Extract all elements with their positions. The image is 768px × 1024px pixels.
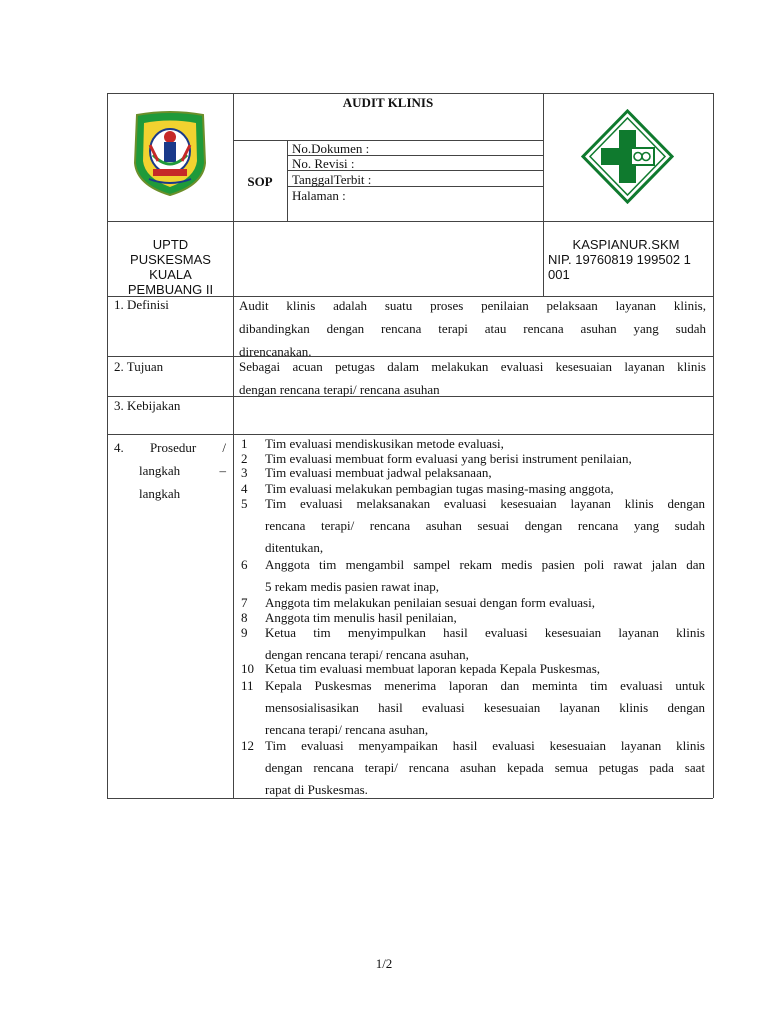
step-text: dengan rencana terapi/ rencana asuhan kepada semua petugas pada saat [265, 760, 705, 775]
org-line: PUSKESMAS [130, 252, 211, 267]
tujuan-line: dengan rencana terapi/ rencana asuhan [239, 382, 440, 397]
sop-label: SOP [247, 174, 273, 189]
table-border-kebijakan-bottom [107, 434, 713, 435]
step-number: 2 [241, 451, 248, 466]
step-number: 1 [241, 436, 248, 451]
step-text: Tim evaluasi menyampaikan hasil evaluasi kesesuaian layanan klinis [265, 738, 705, 753]
step-text: rencana terapi/ rencana asuhan, [265, 722, 429, 737]
step-number: 11 [241, 678, 254, 693]
tujuan-line: Sebagai acuan petugas dalam melakukan evaluasi kesesuaian layanan klinis [239, 359, 706, 374]
sop-divider [287, 140, 288, 221]
regional-emblem-logo [131, 111, 209, 197]
signer-name: KASPIANUR.SKM [572, 237, 680, 252]
step-text: Tim evaluasi melakukan pembagian tugas masing-masing anggota, [265, 481, 614, 496]
definisi-line: dibandingkan dengan rencana terapi atau rencana asuhan yang sudah [239, 321, 706, 336]
step-text: 5 rekam medis pasien rawat inap, [265, 579, 439, 594]
signer-nip: NIP. 19760819 199502 1 [548, 252, 691, 267]
step-number: 12 [241, 738, 254, 753]
table-border-right [713, 93, 714, 798]
field-halaman: Halaman : [292, 188, 346, 203]
table-border-bottom [107, 798, 713, 799]
prosedur-label-line: 4. Prosedur / [114, 440, 226, 455]
step-text: dengan rencana terapi/ rencana asuhan, [265, 647, 469, 662]
step-number: 10 [241, 661, 254, 676]
signer-block [548, 237, 704, 282]
step-number: 9 [241, 625, 248, 640]
tujuan-text [239, 355, 706, 401]
org-line: UPTD [152, 237, 189, 252]
section-label-tujuan: 2. Tujuan [114, 359, 164, 374]
step-number: 7 [241, 595, 248, 610]
step-text: Anggota tim melakukan penilaian sesuai dengan form evaluasi, [265, 595, 595, 610]
column-divider-right [543, 93, 544, 296]
section-label-prosedur [114, 436, 226, 505]
column-divider-left [233, 93, 234, 798]
step-text: Tim evaluasi melaksanakan evaluasi kesesuaian layanan klinis dengan [265, 496, 705, 511]
prosedur-label-line: langkah – [139, 463, 226, 478]
field-no-dokumen: No.Dokumen : [292, 141, 370, 156]
step-text: ditentukan, [265, 540, 324, 555]
step-number: 8 [241, 610, 248, 625]
step-text: Kepala Puskesmas menerima laporan dan meminta tim evaluasi untuk [265, 678, 705, 693]
step-number: 6 [241, 557, 248, 572]
step-text: Tim evaluasi membuat form evaluasi yang berisi instrument penilaian, [265, 451, 632, 466]
definisi-text [239, 294, 706, 363]
section-label-definisi: 1. Definisi [114, 297, 169, 312]
signer-nip-cont: 001 [548, 267, 570, 282]
step-text: mensosialisasikan hasil evaluasi kesesuaian layanan klinis dengan [265, 700, 705, 715]
step-text: Tim evaluasi membuat jadwal pelaksanaan, [265, 465, 492, 480]
field-tanggal-terbit: TanggalTerbit : [292, 172, 372, 187]
document-title: AUDIT KLINIS [342, 95, 434, 110]
org-line: PEMBUANG II [127, 282, 214, 297]
title-divider [233, 140, 543, 141]
prosedur-label-line: langkah [139, 486, 181, 501]
step-text: Anggota tim mengambil sampel rekam medis pasien poli rawat jalan dan [265, 557, 705, 572]
step-text: Ketua tim evaluasi membuat laporan kepada Kepala Puskesmas, [265, 661, 601, 676]
definisi-line: direncanakan. [239, 344, 312, 359]
step-text: Ketua tim menyimpulkan hasil evaluasi kesesuaian layanan klinis [265, 625, 705, 640]
organization-name [108, 237, 233, 297]
table-border-left [107, 93, 108, 798]
step-text: Anggota tim menulis hasil penilaian, [265, 610, 457, 625]
step-number: 3 [241, 465, 248, 480]
definisi-line: Audit klinis adalah suatu proses penilaian pelaksaan layanan klinis, [239, 298, 706, 313]
section-label-kebijakan: 3. Kebijakan [114, 398, 181, 413]
step-number: 5 [241, 496, 248, 511]
page-number: 1/2 [375, 956, 393, 971]
step-text: rencana terapi/ rencana asuhan sesuai dengan rencana yang sudah [265, 518, 705, 533]
step-number: 4 [241, 481, 248, 496]
field-no-revisi: No. Revisi : [292, 156, 355, 171]
step-text: Tim evaluasi mendiskusikan metode evaluasi, [265, 436, 504, 451]
step-text: rapat di Puskesmas. [265, 782, 368, 797]
table-border-header-bottom [107, 221, 713, 222]
table-border-top [107, 93, 713, 94]
org-line: KUALA [149, 267, 192, 282]
puskesmas-logo [581, 109, 674, 204]
